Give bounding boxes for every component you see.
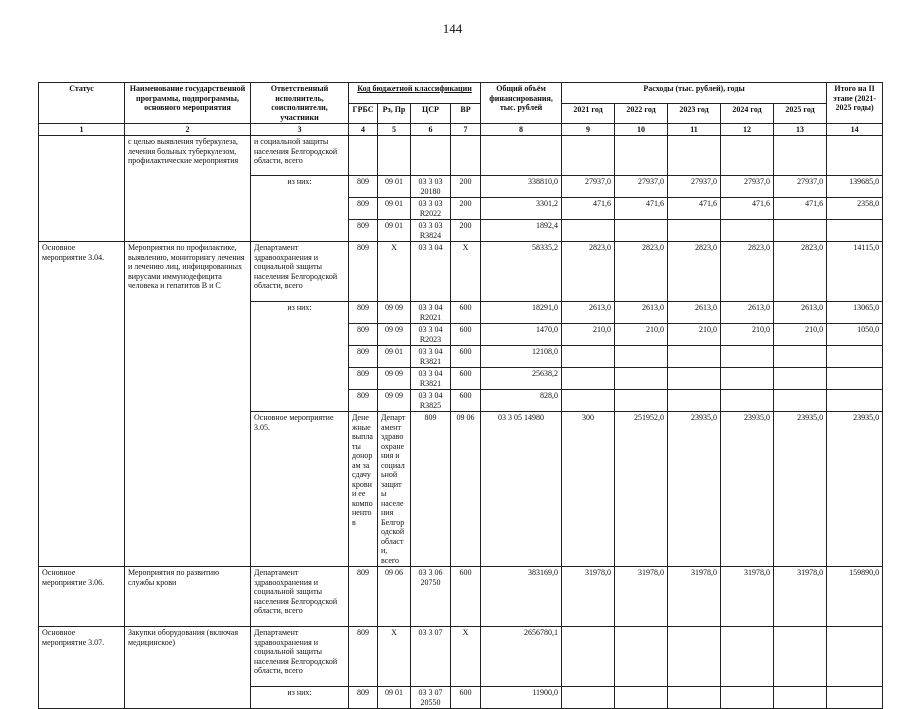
col-number: 2 (125, 124, 251, 136)
cell-y2022 (615, 368, 668, 390)
cell-y2022 (615, 687, 668, 709)
cell-csr: 03 3 07 (411, 627, 451, 687)
cell-rzpr: 09 09 (378, 324, 411, 346)
row-name: Мероприятия по развитию службы крови (125, 567, 251, 627)
cell-grbs: 809 (349, 220, 378, 242)
cell-vr: X (451, 627, 481, 687)
cell-grbs: 809 (349, 390, 378, 412)
cell-y2025: 31978,0 (774, 567, 827, 627)
cell-total: 11900,0 (481, 687, 562, 709)
cell-vr: 600 (451, 368, 481, 390)
cell-total: 1470,0 (481, 324, 562, 346)
cell-y2021 (562, 390, 615, 412)
cell-y2021 (562, 627, 615, 687)
table-row (39, 627, 883, 687)
cell-y2022 (615, 220, 668, 242)
cell-total: 2656780,1 (481, 627, 562, 687)
col-number: 12 (721, 124, 774, 136)
cell-rzpr: 09 09 (378, 390, 411, 412)
cell-y2022: 31978,0 (615, 567, 668, 627)
table-row (39, 242, 883, 302)
cell-y2021: 27937,0 (562, 176, 615, 198)
cell-y2024 (721, 687, 774, 709)
cell-stage (827, 346, 883, 368)
header-y2024: 2024 год (721, 103, 774, 124)
cell-vr: 200 (451, 198, 481, 220)
col-number: 10 (615, 124, 668, 136)
cell-csr: 03 3 06 20750 (411, 567, 451, 627)
cell-y2022: 2613,0 (615, 302, 668, 324)
table-row (39, 136, 883, 176)
cell-total: 25638,2 (481, 368, 562, 390)
cell-y2025: 27937,0 (774, 176, 827, 198)
cell-y2024: 27937,0 (721, 176, 774, 198)
cell-total: 3301,2 (481, 198, 562, 220)
cell-grbs: 809 (349, 176, 378, 198)
cell-y2023: 2613,0 (668, 302, 721, 324)
cell-csr: 03 3 03 20180 (411, 176, 451, 198)
cell-stage: 2358,0 (827, 198, 883, 220)
cell-rzpr: 09 01 (378, 176, 411, 198)
cell-y2025 (774, 368, 827, 390)
cell-y2021 (562, 368, 615, 390)
cell-rzpr: 09 01 (378, 346, 411, 368)
cell-y2023: 27937,0 (668, 176, 721, 198)
cell-stage: 13065,0 (827, 302, 883, 324)
cell-y2024: 23935,0 (827, 412, 883, 567)
cell-total: 12108,0 (481, 346, 562, 368)
row-status: Основное мероприятие 3.07. (39, 627, 125, 709)
cell-total: 338810,0 (481, 176, 562, 198)
cell-y2023: 210,0 (668, 324, 721, 346)
cell-y2022 (615, 346, 668, 368)
cell-y2022: 210,0 (615, 324, 668, 346)
cell-y2022 (615, 627, 668, 687)
row-name: Мероприятия по профилактике, выявлению, мониторингу лечения и лечению лиц, инфицированных вирусами иммунодефицита человека и гепатитов B и C (125, 242, 251, 567)
cell-total: 18291,0 (481, 302, 562, 324)
cell-rzpr: 09 01 (378, 687, 411, 709)
cell-y2023: 471,6 (668, 198, 721, 220)
cell-csr: 03 3 07 20550 (411, 687, 451, 709)
cell-y2024: 2613,0 (721, 302, 774, 324)
header-total: Общий объём финансирования, тыс. рублей (481, 83, 562, 124)
header-y2021: 2021 год (562, 103, 615, 124)
cell-grbs: 809 (349, 198, 378, 220)
cell-total: 1892,4 (481, 220, 562, 242)
cell-y2021: 2823,0 (562, 242, 615, 302)
cell-vr: 600 (451, 346, 481, 368)
cell-y2025 (774, 627, 827, 687)
cell-csr: 03 3 03 R2022 (411, 198, 451, 220)
header-y2022: 2022 год (615, 103, 668, 124)
col-number: 9 (562, 124, 615, 136)
cell-y2021: 2613,0 (562, 302, 615, 324)
cell-rzpr: 09 01 (378, 220, 411, 242)
cell-total: 58335,2 (481, 242, 562, 302)
cell-y2025 (774, 390, 827, 412)
row-sub-label: из них: (251, 687, 349, 709)
cell-grbs: 809 (349, 302, 378, 324)
cell-y2023 (668, 368, 721, 390)
cell-rzpr: X (378, 627, 411, 687)
cell-stage: 14115,0 (827, 242, 883, 302)
cell-rzpr: 09 06 (451, 412, 481, 567)
cell-vr: 600 (451, 302, 481, 324)
cell-vr: 600 (451, 567, 481, 627)
header-expenses-group: Расходы (тыс. рублей), годы (562, 83, 827, 104)
row-sub-label: из них: (251, 176, 349, 242)
cell-y2021 (562, 220, 615, 242)
cell-y2022: 27937,0 (615, 176, 668, 198)
cell-stage (827, 390, 883, 412)
cell-y2023: 31978,0 (668, 567, 721, 627)
cell-csr: 03 3 04 R3825 (411, 390, 451, 412)
header-name: Наименование государственной программы, подпрограммы, основного мероприятия (125, 83, 251, 124)
row-name: Закупки оборудования (включая медицинское) (125, 627, 251, 709)
cell-y2023: 2823,0 (668, 242, 721, 302)
cell-vr: 200 (451, 176, 481, 198)
cell-y2023 (668, 627, 721, 687)
cell-y2025: 210,0 (774, 324, 827, 346)
cell-y2021: 23935,0 (668, 412, 721, 567)
cell-csr: 03 3 05 14980 (481, 412, 562, 567)
cell-y2025 (774, 220, 827, 242)
cell-y2024 (721, 368, 774, 390)
cell-y2023: 23935,0 (774, 412, 827, 567)
cell-y2023 (668, 687, 721, 709)
cell-y2024: 31978,0 (721, 567, 774, 627)
cell-total: 828,0 (481, 390, 562, 412)
row-responsible: Департамент здравоохранения и социальной защиты населения Белгородской области, всего (378, 412, 411, 567)
cell-vr: 600 (451, 687, 481, 709)
row-sub-label: из них: (251, 302, 349, 412)
cell-stage (827, 368, 883, 390)
header-vr: ВР (451, 103, 481, 124)
header-y2025: 2025 год (774, 103, 827, 124)
header-rzpr: Рз, Пр (378, 103, 411, 124)
cell-total: 383169,0 (481, 567, 562, 627)
col-number: 4 (349, 124, 378, 136)
cell-vr: X (451, 242, 481, 302)
cell-grbs: 809 (349, 324, 378, 346)
cell-grbs: 809 (349, 368, 378, 390)
cell-csr: 03 3 04 (411, 242, 451, 302)
cell-y2021: 210,0 (562, 324, 615, 346)
cell-stage: 1050,0 (827, 324, 883, 346)
cell-vr: 600 (451, 324, 481, 346)
row-status: Основное мероприятие 3.05. (251, 412, 349, 567)
column-number-row (39, 124, 883, 136)
cell-y2024 (721, 220, 774, 242)
cell-stage (827, 220, 883, 242)
budget-table (38, 82, 883, 709)
cell-grbs: 809 (349, 687, 378, 709)
col-number: 6 (411, 124, 451, 136)
row-responsible: и социальной защиты населения Белгородской области, всего (251, 136, 349, 176)
header-code-group: Код бюджетной классификации (349, 83, 481, 104)
cell-csr: 03 3 04 R3821 (411, 368, 451, 390)
cell-csr: 03 3 04 R2021 (411, 302, 451, 324)
cell-y2021: 31978,0 (562, 567, 615, 627)
cell-y2024: 2823,0 (721, 242, 774, 302)
col-number: 8 (481, 124, 562, 136)
cell-rzpr: X (378, 242, 411, 302)
row-responsible: Департамент здравоохранения и социальной защиты населения Белгородской области, всего (251, 627, 349, 687)
cell-vr: 200 (451, 220, 481, 242)
cell-stage (827, 687, 883, 709)
header-stage-total: Итого на II этапе (2021-2025 годы) (827, 83, 883, 124)
cell-y2023 (668, 346, 721, 368)
col-number: 11 (668, 124, 721, 136)
page-number: 144 (442, 21, 463, 36)
cell-grbs: 809 (349, 627, 378, 687)
cell-y2025: 2823,0 (774, 242, 827, 302)
col-number: 5 (378, 124, 411, 136)
row-status: Основное мероприятие 3.06. (39, 567, 125, 627)
col-number: 14 (827, 124, 883, 136)
table-row (39, 567, 883, 627)
cell-y2023 (668, 220, 721, 242)
cell-stage: 159890,0 (827, 567, 883, 627)
cell-y2023 (668, 390, 721, 412)
cell-vr: 300 (562, 412, 615, 567)
cell-y2021 (562, 687, 615, 709)
cell-y2024: 471,6 (721, 198, 774, 220)
cell-rzpr: 09 01 (378, 198, 411, 220)
cell-y2025 (774, 346, 827, 368)
cell-y2021: 471,6 (562, 198, 615, 220)
header-status: Статус (39, 83, 125, 124)
cell-vr: 600 (451, 390, 481, 412)
cell-y2022: 471,6 (615, 198, 668, 220)
header-y2023: 2023 год (668, 103, 721, 124)
cell-grbs: 809 (349, 242, 378, 302)
cell-y2022 (615, 390, 668, 412)
row-status: Основное мероприятие 3.04. (39, 242, 125, 567)
cell-y2025 (774, 687, 827, 709)
row-responsible: Департамент здравоохранения и социальной защиты населения Белгородской области, всего (251, 242, 349, 302)
cell-y2025: 471,6 (774, 198, 827, 220)
col-number: 1 (39, 124, 125, 136)
col-number: 3 (251, 124, 349, 136)
row-status (39, 136, 125, 242)
cell-csr: 03 3 04 R2023 (411, 324, 451, 346)
row-name: с целью выявления туберкулеза, лечения больных туберкулезом, профилактические мероприятия (125, 136, 251, 242)
cell-rzpr: 09 09 (378, 368, 411, 390)
cell-y2022: 2823,0 (615, 242, 668, 302)
row-responsible: Департамент здравоохранения и социальной защиты населения Белгородской области, всего (251, 567, 349, 627)
cell-csr: 03 3 04 R3821 (411, 346, 451, 368)
cell-y2021 (562, 346, 615, 368)
header-grbs: ГРБС (349, 103, 378, 124)
col-number: 13 (774, 124, 827, 136)
cell-y2024: 210,0 (721, 324, 774, 346)
cell-rzpr: 09 09 (378, 302, 411, 324)
row-name: Денежные выплаты донорам за сдачу крови и ее компонентов (349, 412, 378, 567)
cell-rzpr: 09 06 (378, 567, 411, 627)
cell-stage (827, 627, 883, 687)
cell-y2022: 23935,0 (721, 412, 774, 567)
cell-grbs: 809 (411, 412, 451, 567)
cell-y2024 (721, 627, 774, 687)
cell-grbs: 809 (349, 567, 378, 627)
cell-y2024 (721, 346, 774, 368)
cell-grbs: 809 (349, 346, 378, 368)
cell-y2025: 2613,0 (774, 302, 827, 324)
col-number: 7 (451, 124, 481, 136)
cell-stage: 139685,0 (827, 176, 883, 198)
cell-csr: 03 3 03 R3824 (411, 220, 451, 242)
header-csr: ЦСР (411, 103, 451, 124)
header-responsible: Ответственный исполнитель, соисполнители, участники (251, 83, 349, 124)
cell-total: 251952,0 (615, 412, 668, 567)
cell-y2024 (721, 390, 774, 412)
